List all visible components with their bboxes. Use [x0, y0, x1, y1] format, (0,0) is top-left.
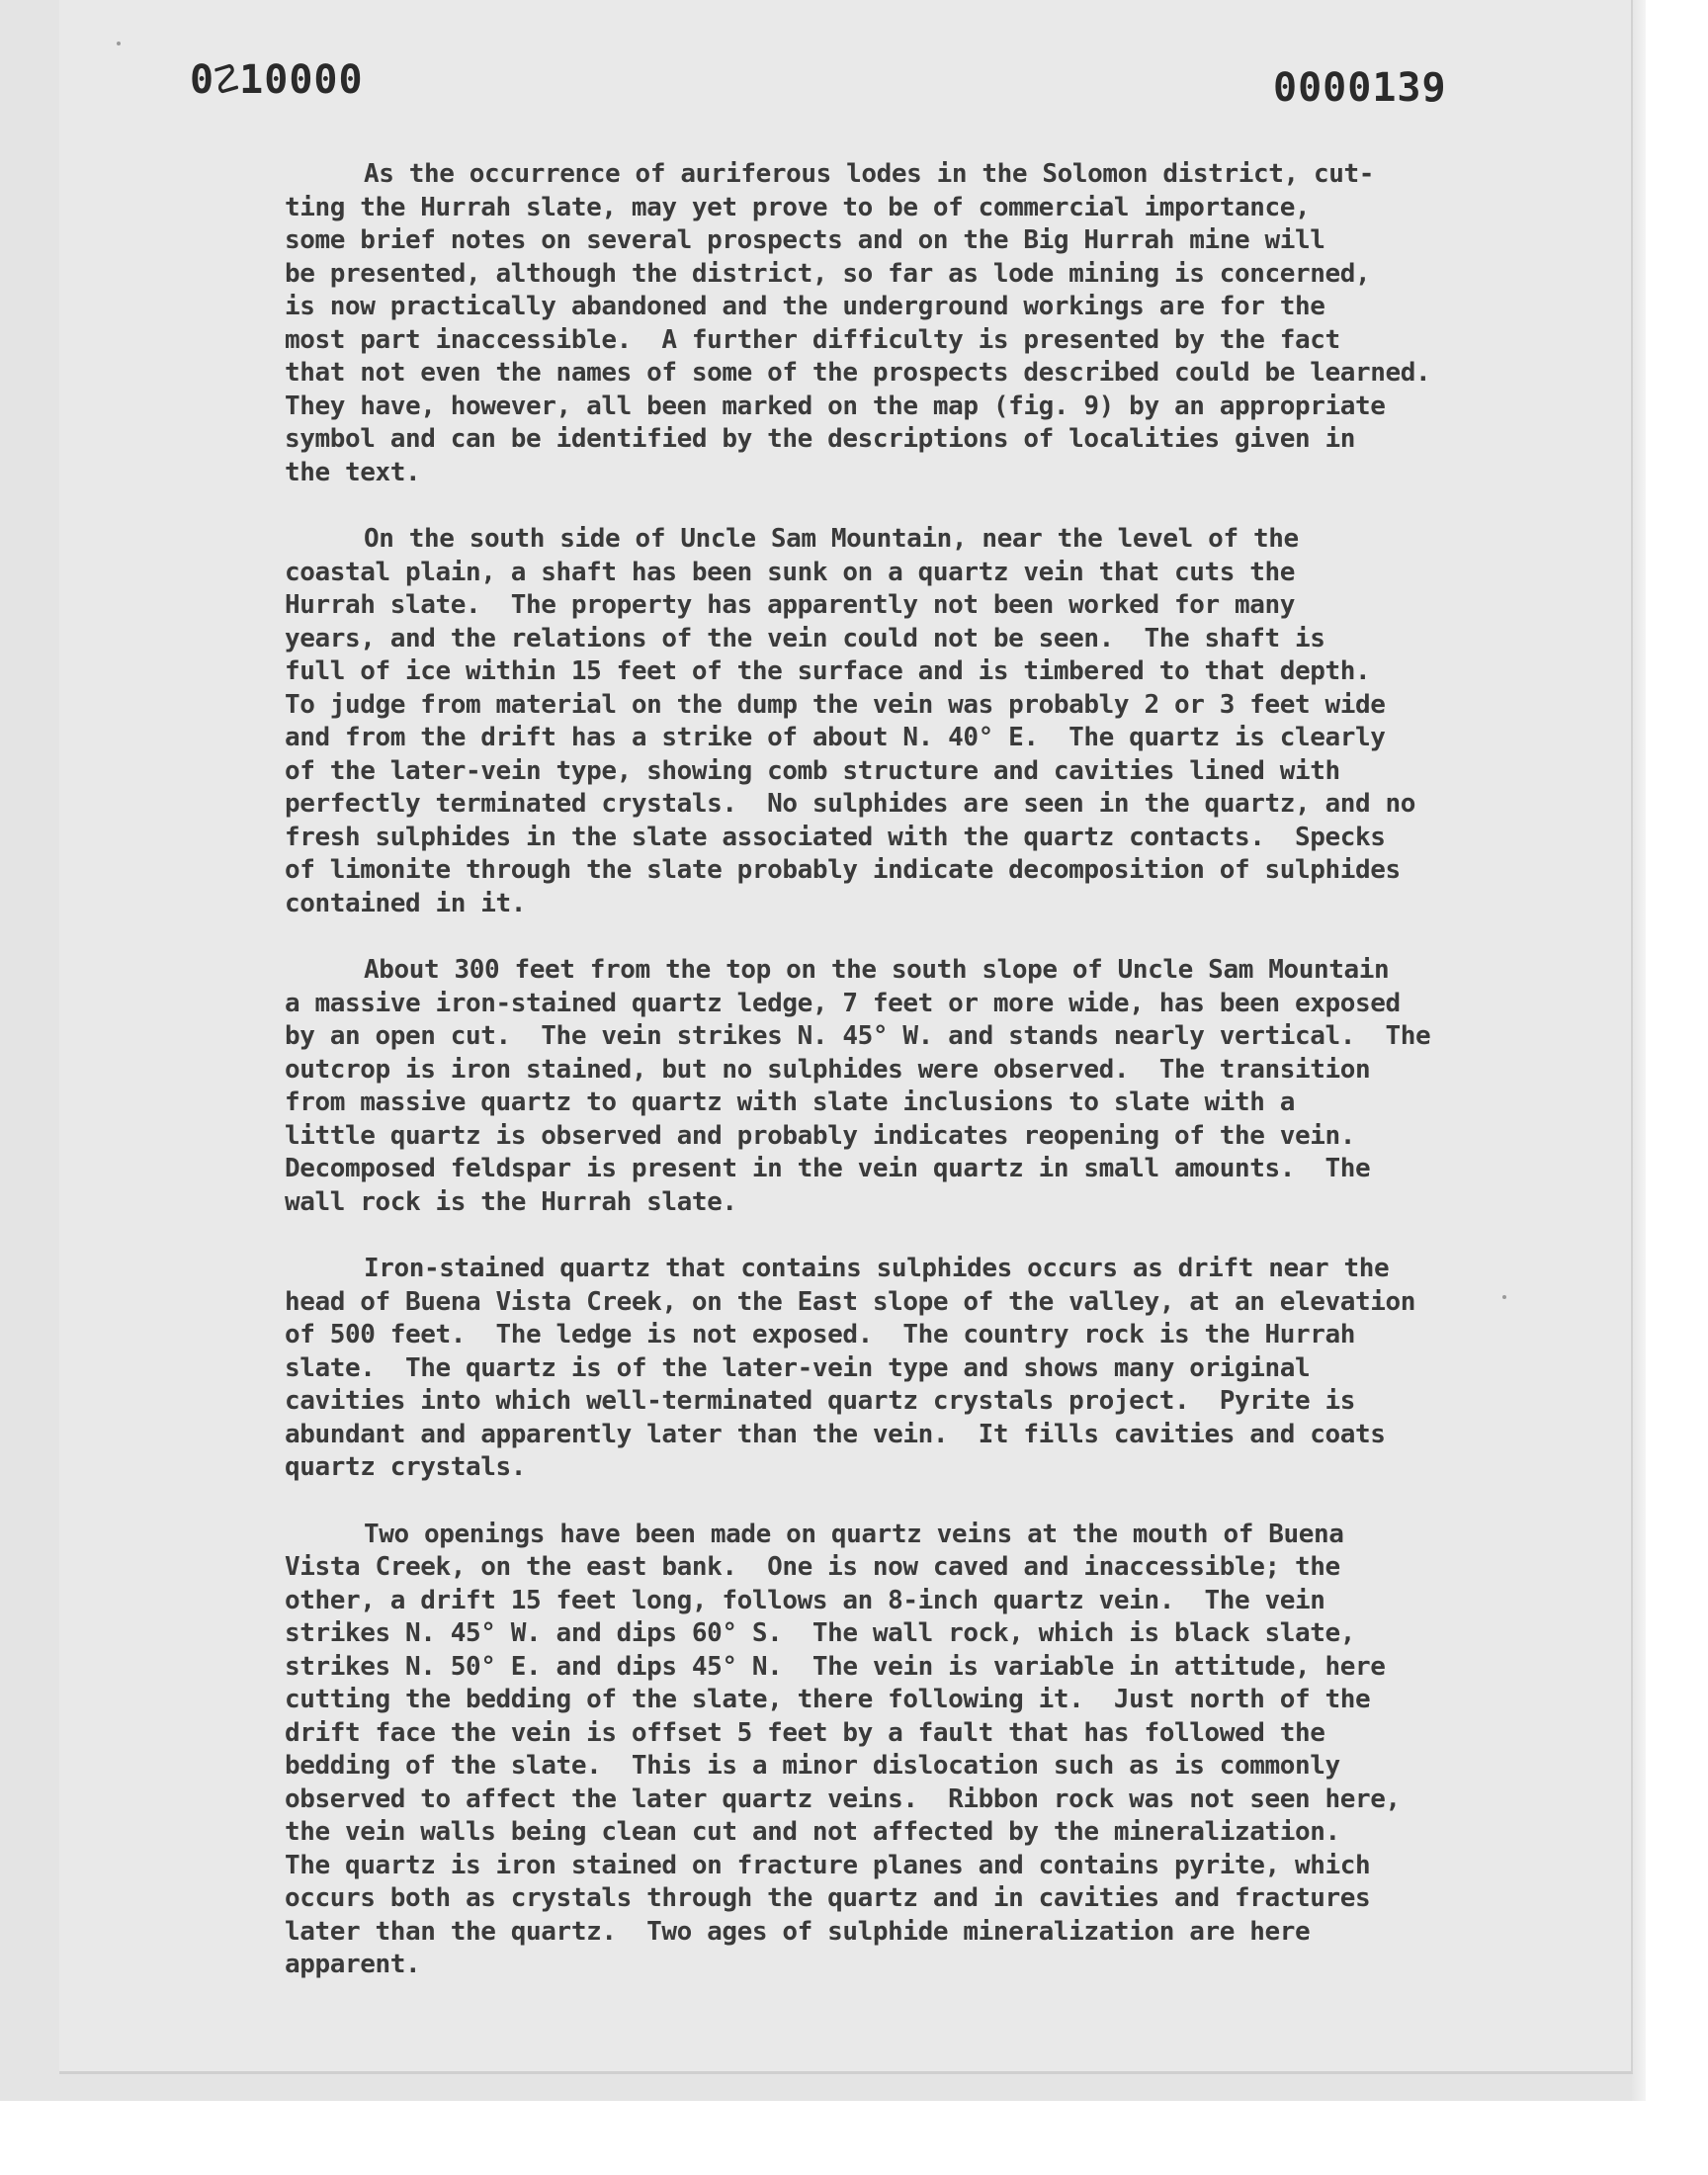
text-line: drift face the vein is offset 5 feet by a fault that has followed the — [285, 1717, 1325, 1748]
text-line: contained in it. — [285, 888, 527, 918]
text-line: later than the quartz. Two ages of sulphide mineralization are here — [285, 1916, 1311, 1947]
paragraph — [285, 158, 1570, 489]
text-line: perfectly terminated crystals. No sulphides are seen in the quartz, and no — [285, 789, 1415, 819]
text-line: that not even the names of some of the prospects described could be learned. — [285, 358, 1431, 388]
paragraph — [285, 1519, 1570, 1982]
text-line: is now practically abandoned and the underground workings are for the — [285, 292, 1325, 321]
text-line: On the south side of Uncle Sam Mountain, near the level of the — [364, 524, 1299, 554]
scan-speck — [117, 42, 121, 45]
text-line: wall rock is the Hurrah slate. — [285, 1186, 737, 1217]
text-line: About 300 feet from the top on the south slope of Uncle Sam Mountain — [364, 955, 1390, 985]
text-line: by an open cut. The vein strikes N. 45° W. and stands nearly vertical. The — [285, 1021, 1431, 1051]
text-line: fresh sulphides in the slate associated with the quartz contacts. Specks — [285, 822, 1386, 852]
text-line: They have, however, all been marked on the map (fig. 9) by an appropriate — [285, 391, 1386, 421]
text-line: most part inaccessible. A further difficulty is presented by the fact — [285, 324, 1340, 355]
document-body — [285, 158, 1570, 2016]
text-line: abundant and apparently later than the vein. It fills cavities and coats — [285, 1419, 1386, 1449]
text-line: coastal plain, a shaft has been sunk on a quartz vein that cuts the — [285, 557, 1295, 587]
text-line: some brief notes on several prospects and on the Big Hurrah mine will — [285, 225, 1325, 255]
scan-edge — [1631, 0, 1646, 2101]
text-line: As the occurrence of auriferous lodes in the Solomon district, cut- — [364, 159, 1374, 189]
text-line: a massive iron-stained quartz ledge, 7 feet or more wide, has been exposed — [285, 988, 1401, 1018]
text-line: be presented, although the district, so far as lode mining is concerned, — [285, 258, 1371, 289]
text-line: head of Buena Vista Creek, on the East slope of the valley, at an elevation — [285, 1286, 1415, 1317]
text-line: from massive quartz to quartz with slate inclusions to slate with a — [285, 1088, 1295, 1117]
page-stamp-right: 0000139 — [1273, 65, 1447, 111]
text-line: strikes N. 50° E. and dips 45° N. The vein is variable in attitude, here — [285, 1651, 1386, 1682]
text-line: cavities into which well-terminated quartz crystals project. Pyrite is — [285, 1386, 1355, 1416]
text-line: symbol and can be identified by the descriptions of localities given in — [285, 424, 1355, 454]
text-line: outcrop is iron stained, but no sulphides were observed. The transition — [285, 1054, 1371, 1085]
text-line: occurs both as crystals through the quartz and in cavities and fractures — [285, 1883, 1371, 1913]
text-line: To judge from material on the dump the vein was probably 2 or 3 feet wide — [285, 689, 1386, 720]
text-line: Two openings have been made on quartz veins at the mouth of Buena — [364, 1519, 1344, 1549]
text-line: little quartz is observed and probably indicates reopening of the vein. — [285, 1120, 1355, 1151]
text-line: years, and the relations of the vein could not be seen. The shaft is — [285, 623, 1325, 653]
text-line: apparent. — [285, 1950, 421, 1979]
text-line: of limonite through the slate probably indicate decomposition of sulphides — [285, 855, 1401, 885]
text-line: other, a drift 15 feet long, follows an 8-inch quartz vein. The vein — [285, 1585, 1325, 1615]
text-line: Decomposed feldspar is present in the vein quartz in small amounts. The — [285, 1154, 1371, 1183]
text-line: bedding of the slate. This is a minor dislocation such as is commonly — [285, 1751, 1340, 1781]
paragraph — [285, 954, 1570, 1219]
paragraph — [285, 1253, 1570, 1485]
text-line: the text. — [285, 457, 421, 487]
text-line: Vista Creek, on the east bank. One is now caved and inaccessible; the — [285, 1552, 1340, 1582]
page-stamp-left: 0☡10000 — [190, 57, 364, 103]
text-line: strikes N. 45° W. and dips 60° S. The wall rock, which is black slate, — [285, 1618, 1355, 1648]
text-line: cutting the bedding of the slate, there following it. Just north of the — [285, 1685, 1371, 1714]
paragraph — [285, 523, 1570, 920]
text-line: and from the drift has a strike of about N. 40° E. The quartz is clearly — [285, 723, 1386, 752]
text-line: the vein walls being clean cut and not affected by the mineralization. — [285, 1817, 1340, 1847]
text-line: of the later-vein type, showing comb structure and cavities lined with — [285, 755, 1340, 786]
text-line: observed to affect the later quartz veins. Ribbon rock was not seen here, — [285, 1784, 1401, 1814]
text-line: Iron-stained quartz that contains sulphides occurs as drift near the — [364, 1254, 1390, 1283]
text-line: full of ice within 15 feet of the surface and is timbered to that depth. — [285, 656, 1371, 686]
text-line: The quartz is iron stained on fracture planes and contains pyrite, which — [285, 1850, 1371, 1880]
text-line: slate. The quartz is of the later-vein type and shows many original — [285, 1352, 1311, 1383]
text-line: ting the Hurrah slate, may yet prove to be of commercial importance, — [285, 192, 1311, 222]
text-line: of 500 feet. The ledge is not exposed. The country rock is the Hurrah — [285, 1320, 1355, 1349]
text-line: quartz crystals. — [285, 1452, 527, 1482]
text-line: Hurrah slate. The property has apparently not been worked for many — [285, 590, 1295, 620]
